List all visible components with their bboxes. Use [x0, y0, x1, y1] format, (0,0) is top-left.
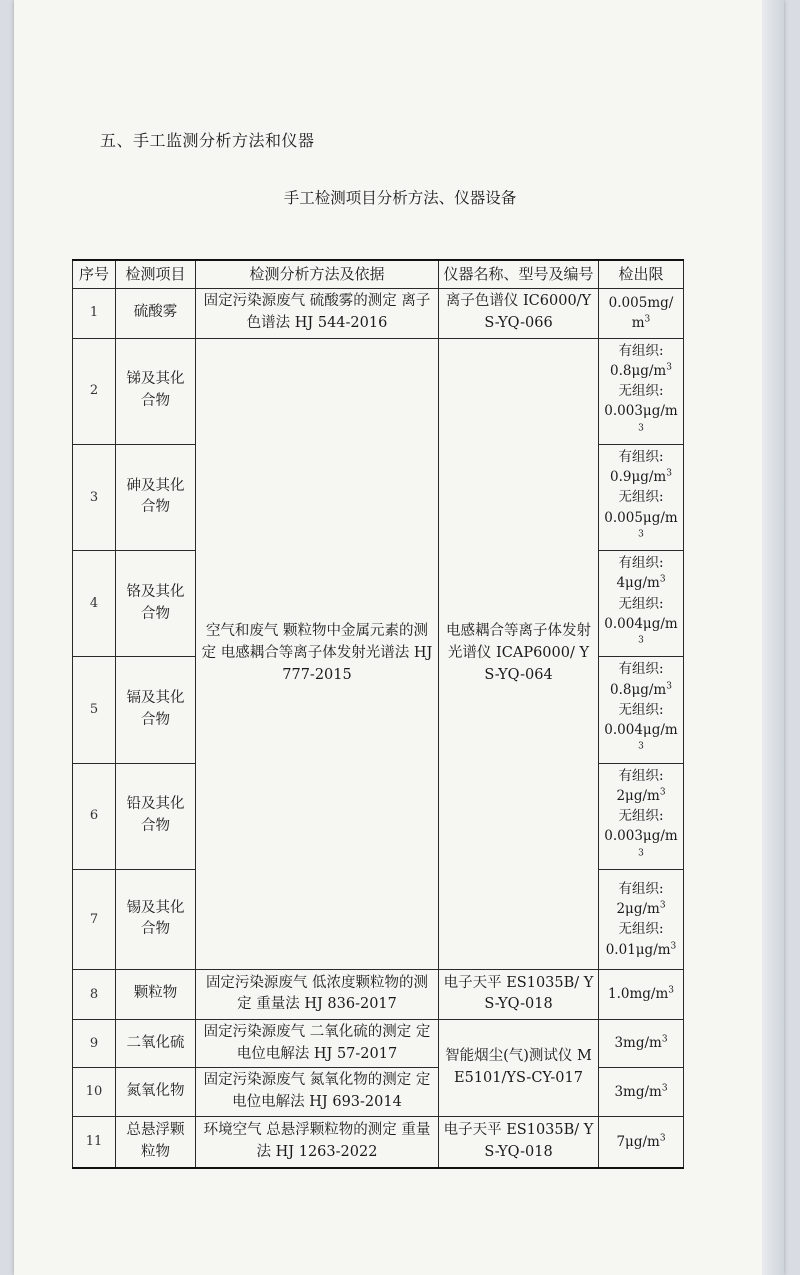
- limit-line: 无组织:: [618, 808, 664, 824]
- limit-line: 有组织:: [618, 342, 664, 359]
- limit-line: $0.8\mu g/m^3$: [610, 362, 672, 379]
- row-no: 10: [73, 1068, 116, 1117]
- row-limit: [599, 869, 684, 969]
- table-caption: 手工检测项目分析方法、仪器设备: [283, 189, 517, 207]
- limit-line: 无组织:: [618, 921, 664, 938]
- limit-line: 有组织:: [618, 555, 664, 571]
- table-row: [73, 969, 684, 1019]
- row-item: 锑及其化合物: [116, 338, 196, 444]
- row-limit: [599, 551, 684, 657]
- row-limit: [599, 763, 684, 869]
- row-limit: [599, 657, 684, 763]
- row-item: 铬及其化合物: [116, 551, 196, 657]
- row-method: 环境空气 总悬浮颗粒物的测定 重量法 HJ 1263-2022: [196, 1116, 439, 1168]
- row-instrument: 电子天平 ES1035B/ YS-YQ-018: [439, 969, 599, 1019]
- limit-line: $0.01\mu g/m^3$: [605, 941, 677, 958]
- limit-line: 有组织:: [618, 661, 664, 678]
- row-no: 4: [73, 551, 116, 657]
- row-no: 6: [73, 763, 116, 869]
- row-item: 硫酸雾: [116, 288, 196, 338]
- header-method: 检测分析方法及依据: [196, 260, 439, 288]
- limit-line: 有组织:: [618, 880, 664, 897]
- limit-line: $7\mu g/m^3$: [616, 1133, 666, 1150]
- so2-nox-instrument: 智能烟尘(气)测试仪 ME5101/YS-CY-017: [439, 1019, 599, 1116]
- row-item: 二氧化硫: [116, 1019, 196, 1068]
- limit-line: $2\mu g/m^3$: [616, 900, 666, 917]
- limit-line: $1.0mg/m^3$: [608, 985, 674, 1003]
- limit-line: $0.003\mu g/m^3$: [604, 403, 678, 433]
- row-item: 铅及其化合物: [116, 763, 196, 869]
- table-row: [73, 1116, 684, 1168]
- row-limit: [599, 338, 684, 444]
- row-item: 总悬浮颗粒物: [116, 1116, 196, 1168]
- limit-line: $0.004\mu g/m^3$: [604, 722, 678, 752]
- methods-table: [72, 259, 684, 1169]
- row-limit: [599, 1116, 684, 1168]
- limit-line: $0.8\mu g/m^3$: [610, 681, 672, 698]
- row-no: 1: [73, 288, 116, 338]
- limit-line: $3mg/m^3$: [614, 1083, 668, 1100]
- header-instrument: 仪器名称、型号及编号: [439, 260, 599, 288]
- metals-instrument: 电感耦合等离子体发射光谱仪 ICAP6000/ YS-YQ-064: [439, 338, 599, 969]
- table-row: [73, 288, 684, 338]
- row-item: 颗粒物: [116, 969, 196, 1019]
- row-method: 固定污染源废气 低浓度颗粒物的测定 重量法 HJ 836-2017: [196, 969, 439, 1019]
- row-limit: [599, 1068, 684, 1117]
- row-instrument: 电子天平 ES1035B/ YS-YQ-018: [439, 1116, 599, 1168]
- row-no: 2: [73, 338, 116, 444]
- metals-method: 空气和废气 颗粒物中金属元素的测定 电感耦合等离子体发射光谱法 HJ 777-2015: [196, 338, 439, 969]
- table-row: [73, 1019, 684, 1068]
- row-method: 固定污染源废气 硫酸雾的测定 离子色谱法 HJ 544-2016: [196, 288, 439, 338]
- table-row: [73, 338, 684, 444]
- table-header-row: [73, 260, 684, 288]
- limit-line: 无组织:: [618, 383, 664, 399]
- row-item: 锡及其化合物: [116, 869, 196, 969]
- limit-line: $0.9\mu g/m^3$: [610, 468, 672, 485]
- row-item: 镉及其化合物: [116, 657, 196, 763]
- row-method: 固定污染源废气 二氧化硫的测定 定电位电解法 HJ 57-2017: [196, 1019, 439, 1068]
- row-item: 氮氧化物: [116, 1068, 196, 1117]
- limit-line: 无组织:: [618, 489, 664, 506]
- header-item: 检测项目: [116, 260, 196, 288]
- limit-line: $0.005mg/m^3$: [608, 294, 674, 331]
- row-item: 砷及其化合物: [116, 444, 196, 550]
- limit-line: $2\mu g/m^3$: [616, 787, 666, 804]
- limit-line: $4\mu g/m^3$: [616, 574, 666, 592]
- row-no: 11: [73, 1116, 116, 1168]
- limit-line: $3mg/m^3$: [614, 1034, 668, 1052]
- limit-line: $0.003\mu g/m^3$: [604, 828, 678, 858]
- row-limit: [599, 288, 684, 338]
- row-no: 7: [73, 869, 116, 969]
- header-limit: 检出限: [599, 260, 684, 288]
- row-no: 9: [73, 1019, 116, 1068]
- row-limit: [599, 969, 684, 1019]
- limit-line: $0.005\mu g/m^3$: [604, 509, 678, 540]
- section-heading: 五、手工监测分析方法和仪器: [100, 131, 315, 150]
- row-method: 固定污染源废气 氮氧化物的测定 定电位电解法 HJ 693-2014: [196, 1068, 439, 1117]
- limit-line: 无组织:: [618, 595, 664, 612]
- row-limit: [599, 444, 684, 550]
- limit-line: 无组织:: [618, 701, 664, 718]
- row-limit: [599, 1019, 684, 1068]
- row-instrument: 离子色谱仪 IC6000/YS-YQ-066: [439, 288, 599, 338]
- row-no: 5: [73, 657, 116, 763]
- limit-line: 有组织:: [618, 767, 664, 784]
- row-no: 3: [73, 444, 116, 550]
- limit-line: $0.004\mu g/m^3$: [604, 615, 678, 646]
- limit-line: 有组织:: [618, 448, 664, 465]
- row-no: 8: [73, 969, 116, 1019]
- header-no: 序号: [73, 260, 116, 288]
